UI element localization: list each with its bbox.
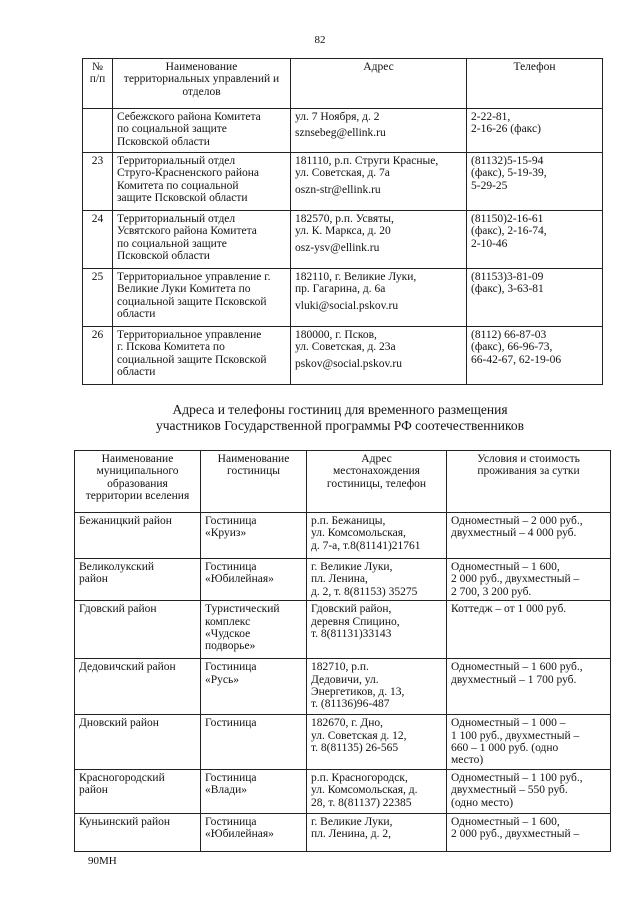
phone-cell [467, 109, 603, 153]
phone-cell [467, 327, 603, 385]
cell-line: Гостиница [205, 515, 257, 527]
cell-line: Псковской области [117, 135, 210, 148]
cell-line: Наименование [165, 61, 238, 73]
cell-line: 2 700, 3 200 руб. [451, 585, 532, 598]
cell-line: Одноместный – 1 100 руб., [451, 771, 583, 784]
cell-line: г. Великие Луки, [311, 561, 393, 573]
cell-line: двухместный – 1 700 руб. [451, 673, 577, 686]
cell-line: территории вселения [85, 490, 190, 503]
row-number: 26 [83, 327, 113, 385]
cell-line: р.п. Красногородск, [311, 771, 408, 784]
hotel-cell [201, 715, 307, 770]
cell-line: г. Пскова Комитета по [117, 341, 225, 354]
cell-line: Гостиница [205, 561, 257, 573]
cell-line: Одноместный – 1 600 руб., [451, 661, 583, 674]
table-row [83, 153, 603, 211]
cell-line: (факс), 2-16-74, [471, 225, 547, 238]
cell-line: (81153)3-81-09 [471, 271, 544, 283]
territorial-offices-table [82, 58, 603, 385]
office-name-cell [113, 109, 291, 153]
cell-line: Территориальный отдел [117, 155, 236, 167]
cell-line: ул. Советская, д. 23а [295, 341, 396, 354]
district-cell [75, 513, 201, 559]
cell-line: район [79, 784, 108, 797]
cell-line: Куньинский район [79, 815, 171, 828]
cell-line: комплекс [205, 615, 251, 628]
table1-header-cell [113, 59, 291, 109]
cell-line: место) [451, 754, 484, 767]
hotel-cell [201, 769, 307, 813]
cell-line: Комитета по социальной [117, 179, 239, 192]
section-title-line-1: Адреса и телефоны гостиниц для временного размещения [172, 402, 508, 417]
office-name-cell [113, 269, 291, 327]
table2-header-row [75, 451, 611, 513]
cell-line: территориальных управлений и [123, 73, 280, 86]
cell-line: 660 – 1 000 руб. (одно [451, 742, 559, 755]
cell-line: т. 8(81135) 26-565 [311, 742, 399, 755]
cell-line: пл. Ленина, [311, 573, 368, 586]
cell-line: гостиницы, телефон [326, 477, 427, 490]
table1-header-cell [467, 59, 603, 109]
cell-line: 181110, р.п. Струги Красные, [295, 155, 439, 167]
cell-line: ул. Советская д. 12, [311, 729, 407, 742]
address-cell [291, 109, 467, 153]
cell-line: Коттедж – от 1 000 руб. [451, 603, 567, 616]
conditions-cell [447, 659, 611, 715]
email-link[interactable]: vluki@social.pskov.ru [295, 299, 399, 312]
hotel-address-cell [307, 513, 447, 559]
section-title-line-2: участников Государственной программы РФ соотечественников [156, 418, 524, 433]
hotel-cell [201, 513, 307, 559]
conditions-cell [447, 513, 611, 559]
page-number: 82 [314, 34, 326, 46]
hotel-cell [201, 559, 307, 601]
cell-line: ул. 7 Ноября, д. 2 [295, 111, 380, 123]
cell-line: Энергетиков, д. 13, [311, 686, 405, 699]
conditions-cell [447, 813, 611, 851]
table-row [83, 269, 603, 327]
district-cell [75, 715, 201, 770]
district-cell [75, 769, 201, 813]
table2-header-cell [201, 451, 307, 513]
cell-line: 182670, г. Дно, [311, 717, 384, 730]
cell-line: области [117, 366, 156, 379]
office-name-cell [113, 211, 291, 269]
cell-line: Гостиница [205, 717, 257, 730]
cell-line: (81150)2-16-61 [471, 213, 544, 225]
cell-line: 28, т. 8(81137) 22385 [311, 796, 412, 809]
cell-line: 182570, р.п. Усвяты, [295, 213, 394, 225]
table-row [83, 109, 603, 153]
address-cell [291, 211, 467, 269]
phone-cell [467, 211, 603, 269]
cell-line: пр. Гагарина, д. 6а [295, 283, 386, 296]
cell-line: Дновский район [79, 717, 159, 730]
row-number: 24 [83, 211, 113, 269]
cell-line: Одноместный – 1 000 – [451, 717, 566, 730]
table-row [75, 559, 611, 601]
cell-line: 2-16-26 (факс) [471, 123, 541, 136]
table-row [83, 327, 603, 385]
district-cell [75, 659, 201, 715]
cell-line: район [79, 573, 108, 586]
cell-line: Территориальное управление [117, 329, 262, 341]
cell-line: Адрес [363, 61, 394, 73]
conditions-cell [447, 559, 611, 601]
table2-header-cell [75, 451, 201, 513]
hotel-address-cell [307, 715, 447, 770]
email-link[interactable]: pskov@social.pskov.ru [295, 357, 402, 370]
cell-line: ул. Комсомольская, [311, 527, 406, 540]
cell-line: ул. Комсомольская, д. [311, 784, 418, 797]
cell-line: отделов [182, 85, 221, 98]
address-cell [291, 153, 467, 211]
cell-line: (факс), 5-19-39, [471, 167, 547, 180]
cell-line: Гостиница [205, 771, 257, 784]
cell-line: 180000, г. Псков, [295, 329, 377, 341]
cell-line: 182110, г. Великие Луки, [295, 271, 417, 283]
cell-line: муниципального [96, 465, 179, 478]
cell-line: д. 2, т. 8(81153) 35275 [311, 585, 418, 598]
table2-header-cell [447, 451, 611, 513]
email-link[interactable]: osz-ysv@ellink.ru [295, 241, 380, 254]
cell-line: ул. К. Маркса, д. 20 [295, 225, 391, 238]
office-name-cell [113, 327, 291, 385]
address-cell [291, 327, 467, 385]
district-cell [75, 813, 201, 851]
table-row [75, 601, 611, 659]
cell-line: Себежского района Комитета [117, 111, 261, 123]
cell-line: (8112) 66-87-03 [471, 329, 547, 341]
cell-line: Гдовский район [79, 603, 157, 616]
cell-line: Струго-Красненского района [117, 167, 260, 180]
cell-line: № [92, 61, 103, 73]
table2-header-cell [307, 451, 447, 513]
cell-line: деревня Спицино, [311, 615, 400, 628]
cell-line: «Русь» [205, 673, 239, 686]
cell-line: Телефон [513, 61, 556, 73]
cell-line: Наименование [217, 453, 290, 465]
office-name-cell [113, 153, 291, 211]
table-row [75, 513, 611, 559]
cell-line: образования [107, 477, 168, 490]
cell-line: г. Великие Луки, [311, 815, 393, 828]
cell-line: (одно место) [451, 796, 514, 809]
cell-line: 2-22-81, [471, 111, 511, 123]
conditions-cell [447, 601, 611, 659]
cell-line: Условия и стоимость [477, 453, 580, 465]
table1-header-cell [83, 59, 113, 109]
phone-cell [467, 269, 603, 327]
cell-line: Псковской области [117, 250, 210, 263]
cell-line: подворье» [205, 640, 256, 653]
email-link[interactable]: oszn-str@ellink.ru [295, 183, 381, 196]
cell-line: Усвятского района Комитета [117, 225, 257, 238]
district-cell [75, 601, 201, 659]
cell-line: местонахождения [333, 465, 420, 478]
cell-line: Дедовичи, ул. [311, 673, 379, 686]
cell-line: «Юбилейная» [205, 573, 274, 586]
cell-line: ул. Советская, д. 7а [295, 167, 390, 180]
cell-line: р.п. Бежаницы, [311, 515, 386, 527]
cell-line: пл. Ленина, д. 2, [311, 828, 392, 841]
cell-line: Одноместный – 2 000 руб., [451, 515, 583, 527]
hotel-address-cell [307, 813, 447, 851]
cell-line: Территориальный отдел [117, 213, 236, 225]
cell-line: 2 000 руб., двухместный – [451, 573, 580, 586]
cell-line: Красногородский [79, 771, 165, 784]
email-link[interactable]: sznsebeg@ellink.ru [295, 127, 386, 140]
hotel-address-cell [307, 559, 447, 601]
phone-cell [467, 153, 603, 211]
cell-line: Великолукский [79, 561, 155, 573]
footer-code: 90МН [88, 855, 117, 867]
cell-line: области [117, 308, 156, 321]
cell-line: Бежаницкий район [79, 515, 172, 527]
cell-line: «Влади» [205, 784, 248, 797]
cell-line: д. 7-а, т.8(81141)21761 [311, 539, 421, 552]
cell-line: «Чудское [205, 628, 251, 641]
cell-line: Гдовский район, [311, 603, 392, 616]
conditions-cell [447, 769, 611, 813]
cell-line: (факс), 3-63-81 [471, 283, 544, 296]
row-number [83, 109, 113, 153]
cell-line: проживания за сутки [477, 465, 580, 478]
cell-line: «Круиз» [205, 527, 247, 540]
cell-line: Одноместный – 1 600, [451, 815, 560, 828]
cell-line: т. 8(81131)33143 [311, 628, 392, 641]
cell-line: двухместный – 4 000 руб. [451, 527, 577, 540]
cell-line: 1 100 руб., двухместный – [451, 729, 580, 742]
cell-line: Дедовичский район [79, 661, 176, 674]
cell-line: (факс), 66-96-73, [471, 341, 553, 354]
table-row [75, 769, 611, 813]
cell-line: Туристический [205, 603, 280, 616]
cell-line: Территориальное управление г. [117, 271, 271, 283]
cell-line: «Юбилейная» [205, 828, 274, 841]
cell-line: защите Псковской области [117, 192, 248, 205]
table-row [75, 813, 611, 851]
cell-line: социальной защите Псковской [117, 353, 267, 366]
cell-line: двухместный – 550 руб. [451, 784, 568, 797]
section-title [0, 402, 640, 434]
table-row [83, 211, 603, 269]
hotel-cell [201, 813, 307, 851]
cell-line: 182710, р.п. [311, 661, 369, 674]
cell-line: т. (81136)96-487 [311, 698, 390, 711]
cell-line: п/п [89, 73, 106, 86]
table-row [75, 715, 611, 770]
cell-line: Гостиница [205, 661, 257, 674]
cell-line: Адрес [361, 453, 392, 465]
cell-line: 5-29-25 [471, 179, 508, 192]
row-number: 23 [83, 153, 113, 211]
cell-line: Наименование [101, 453, 174, 465]
cell-line: Гостиница [205, 815, 257, 828]
table1-header-cell [291, 59, 467, 109]
cell-line: 2 000 руб., двухместный – [451, 828, 580, 841]
row-number: 25 [83, 269, 113, 327]
table-row [75, 659, 611, 715]
cell-line: Великие Луки Комитета по [117, 283, 251, 296]
conditions-cell [447, 715, 611, 770]
cell-line: по социальной защите [117, 123, 227, 136]
hotel-cell [201, 601, 307, 659]
cell-line: гостиницы [227, 465, 280, 478]
cell-line: по социальной защите [117, 237, 227, 250]
cell-line: (81132)5-15-94 [471, 155, 544, 167]
district-cell [75, 559, 201, 601]
hotel-address-cell [307, 769, 447, 813]
hotels-table [74, 450, 611, 852]
cell-line: 66-42-67, 62-19-06 [471, 353, 562, 366]
address-cell [291, 269, 467, 327]
hotel-address-cell [307, 659, 447, 715]
cell-line: социальной защите Псковской [117, 295, 267, 308]
table1-header-row [83, 59, 603, 109]
hotel-cell [201, 659, 307, 715]
cell-line: 2-10-46 [471, 237, 508, 250]
hotel-address-cell [307, 601, 447, 659]
cell-line: Одноместный – 1 600, [451, 561, 560, 573]
